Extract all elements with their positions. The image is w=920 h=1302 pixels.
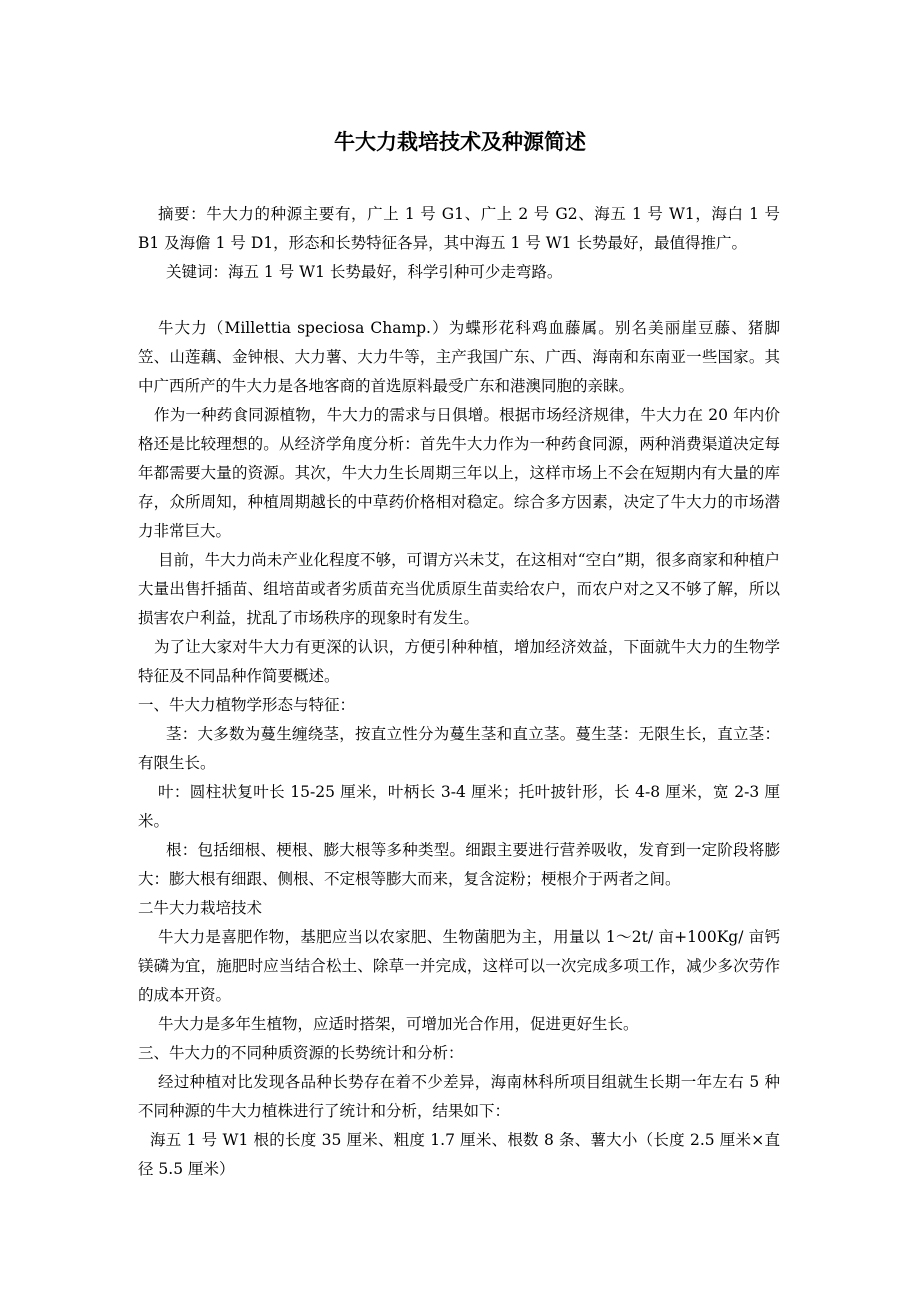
section-1-heading: 一、牛大力植物学形态与特征： bbox=[138, 696, 356, 714]
section-2-fertilizer: 牛大力是喜肥作物，基肥应当以农家肥、生物菌肥为主，用量以 1～2t/ 亩+100Kg/ 亩钙镁磷为宜，施肥时应当结合松土、除草一并完成，这样可以一次完成多项工作，减少多次劳作的成本开资。 bbox=[138, 928, 780, 1004]
abstract-paragraph: 摘要：牛大力的种源主要有，广上 1 号 G1、广上 2 号 G2、海五 1 号 W1，海白 1 号 B1 及海儋 1 号 D1，形态和长势特征各异，其中海五 1 号 W1 长势最好，最值得推广。 bbox=[138, 205, 780, 252]
intro-paragraph-2: 作为一种药食同源植物，牛大力的需求与日俱增。根据市场经济规律，牛大力在 20 年内价格还是比较理想的。从经济学角度分析：首先牛大力作为一种药食同源，两种消费渠道决定每年都需要大量的资源。其次，牛大力生长周期三年以上，这样市场上不会在短期内有大量的库存，众所周知，种植周期越长的中草药价格相对稳定。综合多方因素，决定了牛大力的市场潜力非常巨大。 bbox=[138, 406, 780, 540]
intro-paragraph-4: 为了让大家对牛大力有更深的认识，方便引种种植，增加经济效益，下面就牛大力的生物学特征及不同品种作简要概述。 bbox=[138, 638, 780, 685]
document-title: 牛大力栽培技术及种源简述 bbox=[334, 130, 586, 154]
section-1-stem: 茎：大多数为蔓生缠绕茎，按直立性分为蔓生茎和直立茎。蔓生茎：无限生长，直立茎：有限生长。 bbox=[138, 725, 780, 772]
section-3-w1-stats: 海五 1 号 W1 根的长度 35 厘米、粗度 1.7 厘米、根数 8 条、薯大小（长度 2.5 厘米×直径 5.5 厘米） bbox=[138, 1131, 780, 1178]
section-3-heading: 三、牛大力的不同种质资源的长势统计和分析： bbox=[138, 1044, 464, 1062]
document-body bbox=[138, 200, 780, 1184]
section-1-root: 根：包括细根、梗根、膨大根等多种类型。细跟主要进行营养吸收，发育到一定阶段将膨大：膨大根有细跟、侧根、不定根等膨大而来，复含淀粉；梗根介于两者之间。 bbox=[138, 841, 780, 888]
keywords-paragraph: 关键词：海五 1 号 W1 长势最好，科学引种可少走弯路。 bbox=[166, 263, 563, 281]
section-2-heading: 二牛大力栽培技术 bbox=[138, 899, 263, 917]
intro-paragraph-3: 目前，牛大力尚未产业化程度不够，可谓方兴未艾，在这相对“空白”期，很多商家和种植户大量出售扦插苗、组培苗或者劣质苗充当优质原生苗卖给农户，而农户对之又不够了解，所以损害农户利益，扰乱了市场秩序的现象时有发生。 bbox=[138, 551, 780, 627]
section-1-leaf: 叶：圆柱状复叶长 15-25 厘米，叶柄长 3-4 厘米；托叶披针形，长 4-8 厘米，宽 2-3 厘米。 bbox=[138, 783, 780, 830]
section-2-trellis: 牛大力是多年生植物，应适时搭架，可增加光合作用，促进更好生长。 bbox=[158, 1015, 639, 1033]
intro-paragraph-1: 牛大力（Millettia speciosa Champ.）为蝶形花科鸡血藤属。别名美丽崖豆藤、猪脚笠、山莲藕、金钟根、大力薯、大力牛等，主产我国广东、广西、海南和东南亚一些国家。其中广西所产的牛大力是各地客商的首选原料最受广东和港澳同胞的亲睐。 bbox=[138, 319, 780, 395]
section-3-intro: 经过种植对比发现各品种长势存在着不少差异，海南林科所项目组就生长期一年左右 5 种不同种源的牛大力植株进行了统计和分析，结果如下： bbox=[138, 1073, 780, 1120]
